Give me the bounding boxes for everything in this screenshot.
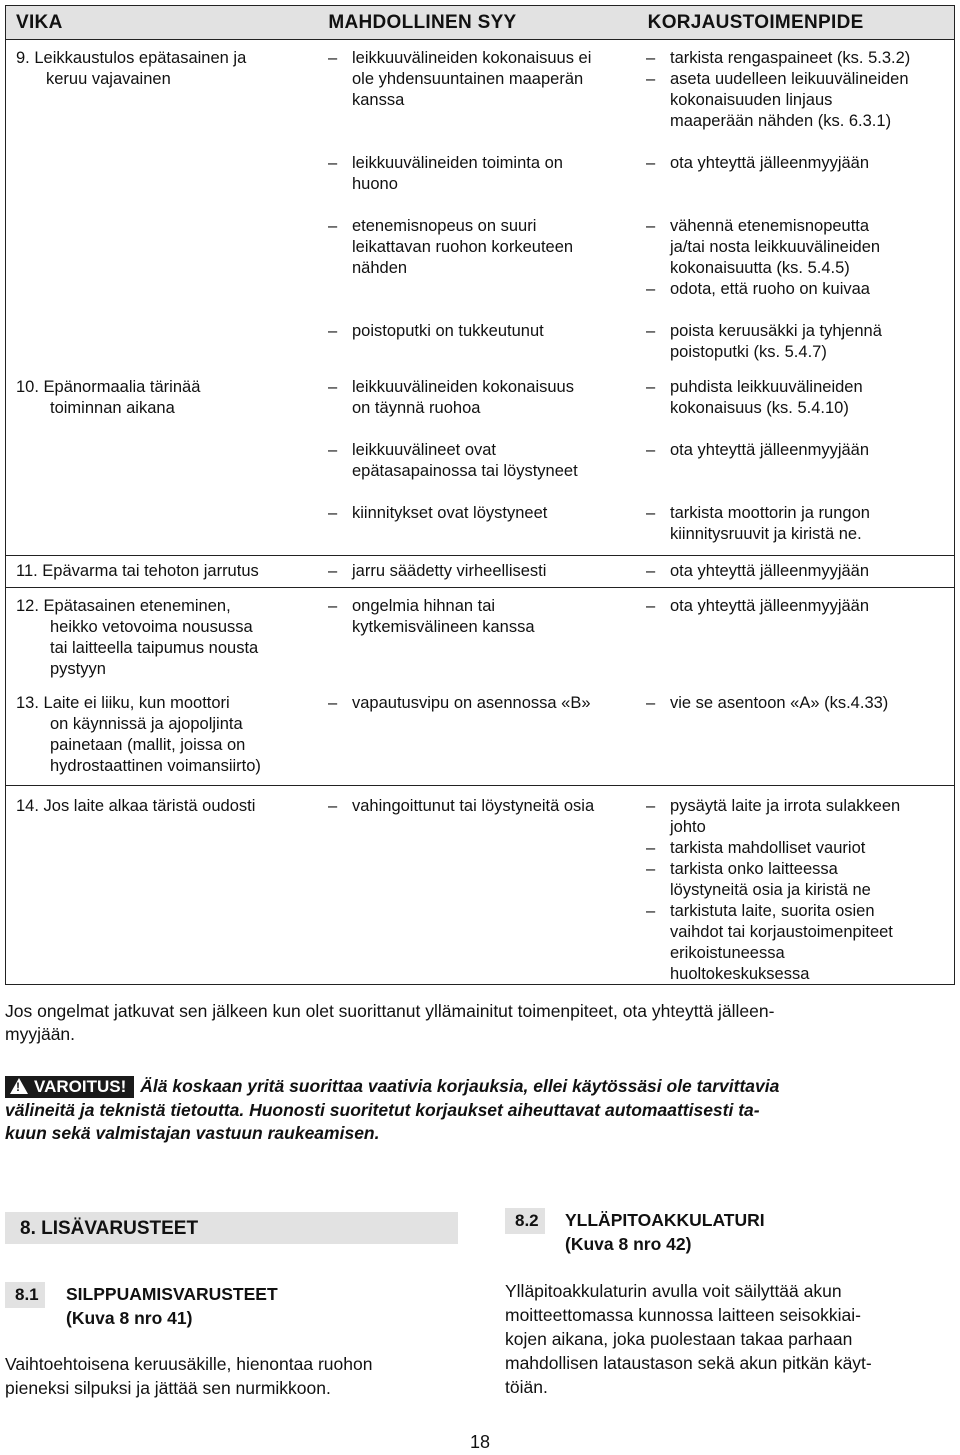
fix-14-4-l4: huoltokeskuksessa — [670, 965, 810, 983]
fault-9-line2: keruu vajavainen — [46, 70, 171, 88]
warning-text-line1: Älä koskaan yritä suorittaa vaativia korjauksia, ellei käytössäsi ole tarvittavia — [140, 1076, 780, 1096]
fix-14-2-l1: tarkista mahdolliset vauriot — [670, 839, 866, 857]
cause-14-1-l1: vahingoittunut tai löystyneitä osia — [352, 797, 595, 815]
fix-9-2-l3: maaperään nähden (ks. 6.3.1) — [670, 112, 892, 130]
cause-dash: – — [328, 694, 338, 712]
warning-text-line2: välineitä ja teknistä tietoutta. Huonosti suoritetut korjaukset aiheuttavat automaattisesti ta- — [5, 1099, 760, 1120]
fix-dash: – — [646, 280, 656, 298]
subsection-8-2-number: 8.2 — [505, 1208, 545, 1234]
fix-14-3-l1: tarkista onko laitteessa — [670, 860, 838, 878]
fix-9-1-l1: tarkista rengaspaineet (ks. 5.3.2) — [670, 49, 911, 67]
fix-dash: – — [646, 797, 656, 815]
subsection-8-2-body-line2: moitteettomassa kunnossa laitteen seisokkiai- — [505, 1305, 862, 1325]
fix-dash: – — [646, 860, 656, 878]
subsection-8-1-title-line1: SILPPUAMISVARUSTEET — [66, 1284, 278, 1304]
note-line2: myyjään. — [5, 1024, 76, 1044]
cause-10-3-l1: kiinnitykset ovat löystyneet — [352, 504, 548, 522]
fix-14-1-l2: johto — [670, 818, 706, 836]
cause-dash: – — [328, 504, 338, 522]
fix-14-4-l3: erikoistuneessa — [670, 944, 785, 962]
fault-9-line1: 9. Leikkaustulos epätasainen ja — [16, 49, 247, 67]
cause-9-3-l2: leikattavan ruohon korkeuteen — [352, 238, 574, 256]
header-korjaus: KORJAUSTOIMENPIDE — [647, 12, 864, 33]
fault-11-line1: 11. Epävarma tai tehoton jarrutus — [16, 562, 259, 580]
fix-12-1-l1: ota yhteyttä jälleenmyyjään — [670, 597, 870, 615]
fix-9-3-l1: ota yhteyttä jälleenmyyjään — [670, 154, 870, 172]
cause-dash: – — [328, 797, 338, 815]
subsection-8-1-body-line2: pieneksi silpuksi ja jättää sen nurmikkoon. — [5, 1378, 331, 1398]
cause-dash: – — [328, 49, 338, 67]
subsection-8-2-body-line1: Ylläpitoakkulaturin avulla voit säilyttää akun — [505, 1281, 842, 1301]
cause-13-1-l1: vapautusvipu on asennossa «B» — [352, 694, 591, 712]
cause-dash: – — [328, 597, 338, 615]
fault-10-line2: toiminnan aikana — [50, 399, 175, 417]
fix-dash: – — [646, 49, 656, 67]
fix-dash: – — [646, 154, 656, 172]
subsection-8-1-body-line1: Vaihtoehtoisena keruusäkille, hienontaa ruohon — [5, 1354, 373, 1374]
cause-12-1-l2: kytkemisvälineen kanssa — [352, 618, 535, 636]
warning-triangle-icon — [10, 1078, 28, 1094]
fault-13-line3: painetaan (mallit, joissa on — [50, 736, 246, 754]
troubleshooting-table — [5, 5, 955, 985]
cause-9-3-l3: nähden — [352, 259, 408, 277]
section-title: 8. LISÄVARUSTEET — [20, 1218, 199, 1239]
fix-11-1-l1: ota yhteyttä jälleenmyyjään — [670, 562, 870, 580]
fault-12-line4: pystyyn — [50, 660, 106, 678]
page-number: 18 — [469, 1432, 491, 1452]
fix-dash: – — [646, 322, 656, 340]
cause-10-1-l2: on täynnä ruohoa — [352, 399, 481, 417]
fix-dash: – — [646, 562, 656, 580]
header-syy: MAHDOLLINEN SYY — [328, 12, 517, 33]
fix-10-1-l1: puhdista leikkuuvälineiden — [670, 378, 863, 396]
cause-9-1-l3: kanssa — [352, 91, 405, 109]
cause-9-1-l1: leikkuuvälineiden kokonaisuus ei — [352, 49, 592, 67]
fault-13-line1: 13. Laite ei liiku, kun moottori — [16, 694, 230, 712]
cause-12-1-l1: ongelmia hihnan tai — [352, 597, 496, 615]
fix-dash: – — [646, 597, 656, 615]
fix-9-4-l2: ja/tai nosta leikkuuvälineiden — [670, 238, 881, 256]
warning-line1 — [5, 1075, 955, 1099]
subsection-8-1-number: 8.1 — [5, 1282, 45, 1308]
fault-12-line2: heikko vetovoima nousussa — [50, 618, 253, 636]
table-row-14 — [6, 786, 954, 984]
fix-9-4-l3: kokonaisuutta (ks. 5.4.5) — [670, 259, 850, 277]
header-vika: VIKA — [16, 12, 63, 33]
fault-14-line1: 14. Jos laite alkaa täristä oudosti — [16, 797, 256, 815]
fix-13-1-l1: vie se asentoon «A» (ks.4.33) — [670, 694, 889, 712]
fix-9-6-l1: poista keruusäkki ja tyhjennä — [670, 322, 882, 340]
fault-12-line3: tai laitteella taipumus nousta — [50, 639, 259, 657]
cause-9-1-l2: ole yhdensuuntainen maaperän — [352, 70, 584, 88]
fix-dash: – — [646, 70, 656, 88]
cause-9-2-l2: huono — [352, 175, 398, 193]
cause-10-1-l1: leikkuuvälineiden kokonaisuus — [352, 378, 574, 396]
fix-9-6-l2: poistoputki (ks. 5.4.7) — [670, 343, 827, 361]
fix-dash: – — [646, 694, 656, 712]
subsection-8-2-body-line3: kojen aikana, joka puolestaan takaa parhaan — [505, 1329, 853, 1349]
fix-dash: – — [646, 217, 656, 235]
cause-9-4-l1: poistoputki on tukkeutunut — [352, 322, 544, 340]
fix-14-4-l1: tarkistuta laite, suorita osien — [670, 902, 875, 920]
table-header — [6, 6, 954, 40]
cause-dash: – — [328, 441, 338, 459]
subsection-8-2-title-line2: (Kuva 8 nro 42) — [565, 1234, 692, 1254]
subsection-8-2-body-line5: töiän. — [505, 1377, 548, 1397]
cause-dash: – — [328, 217, 338, 235]
table-group-9-10 — [6, 40, 954, 556]
note-paragraph — [5, 1000, 955, 1046]
cause-11-1-l1: jarru säädetty virheellisesti — [352, 562, 547, 580]
warning-text-line3: kuun sekä valmistajan vastuun raukeamisen. — [5, 1123, 380, 1143]
cause-10-2-l2: epätasapainossa tai löystyneet — [352, 462, 578, 480]
fix-14-3-l2: löystyneitä osia ja kiristä ne — [670, 881, 871, 899]
fault-13-line2: on käynnissä ja ajopoljinta — [50, 715, 243, 733]
fix-10-2-l1: ota yhteyttä jälleenmyyjään — [670, 441, 870, 459]
cause-dash: – — [328, 562, 338, 580]
fix-10-1-l2: kokonaisuus (ks. 5.4.10) — [670, 399, 849, 417]
fix-14-1-l1: pysäytä laite ja irrota sulakkeen — [670, 797, 901, 815]
subsection-8-1-title-line2: (Kuva 8 nro 41) — [66, 1308, 193, 1328]
fix-dash: – — [646, 378, 656, 396]
cause-dash: – — [328, 322, 338, 340]
fault-10-line1: 10. Epänormaalia tärinää — [16, 378, 201, 396]
warning-label-text: VAROITUS! — [34, 1077, 127, 1096]
fix-10-3-l1: tarkista moottorin ja rungon — [670, 504, 870, 522]
fix-9-2-l2: kokonaisuuden linjaus — [670, 91, 833, 109]
warning-label — [5, 1076, 134, 1098]
fix-9-2-l1: aseta uudelleen leikuuvälineiden — [670, 70, 909, 88]
cause-9-3-l1: etenemisnopeus on suuri — [352, 217, 537, 235]
cause-dash: – — [328, 378, 338, 396]
note-line1: Jos ongelmat jatkuvat sen jälkeen kun olet suorittanut yllämainitut toimenpiteet, ota yhteyttä jälleen- — [5, 1001, 775, 1021]
fault-13-line4: hydrostaattinen voimansiirto) — [50, 757, 261, 775]
fix-dash: – — [646, 504, 656, 522]
warning-symbol: ! — [16, 1080, 20, 1094]
cause-9-2-l1: leikkuuvälineiden toiminta on — [352, 154, 563, 172]
cause-10-2-l1: leikkuuvälineet ovat — [352, 441, 497, 459]
fix-9-4-l1: vähennä etenemisnopeutta — [670, 217, 870, 235]
fix-10-3-l2: kiinnitysruuvit ja kiristä ne. — [670, 525, 862, 543]
fix-14-4-l2: vaihdot tai korjaustoimenpiteet — [670, 923, 893, 941]
table-row-11 — [6, 556, 954, 588]
fix-dash: – — [646, 902, 656, 920]
fix-dash: – — [646, 441, 656, 459]
table-group-12-13 — [6, 588, 954, 786]
fault-12-line1: 12. Epätasainen eteneminen, — [16, 597, 231, 615]
subsection-8-2-body-line4: mahdollisen lataustason sekä akun pitkän käyt- — [505, 1353, 872, 1373]
fix-dash: – — [646, 839, 656, 857]
subsection-8-2-title-line1: YLLÄPITOAKKULATURI — [565, 1210, 765, 1230]
cause-dash: – — [328, 154, 338, 172]
warning-block — [5, 1075, 955, 1146]
fix-9-5-l1: odota, että ruoho on kuivaa — [670, 280, 870, 298]
